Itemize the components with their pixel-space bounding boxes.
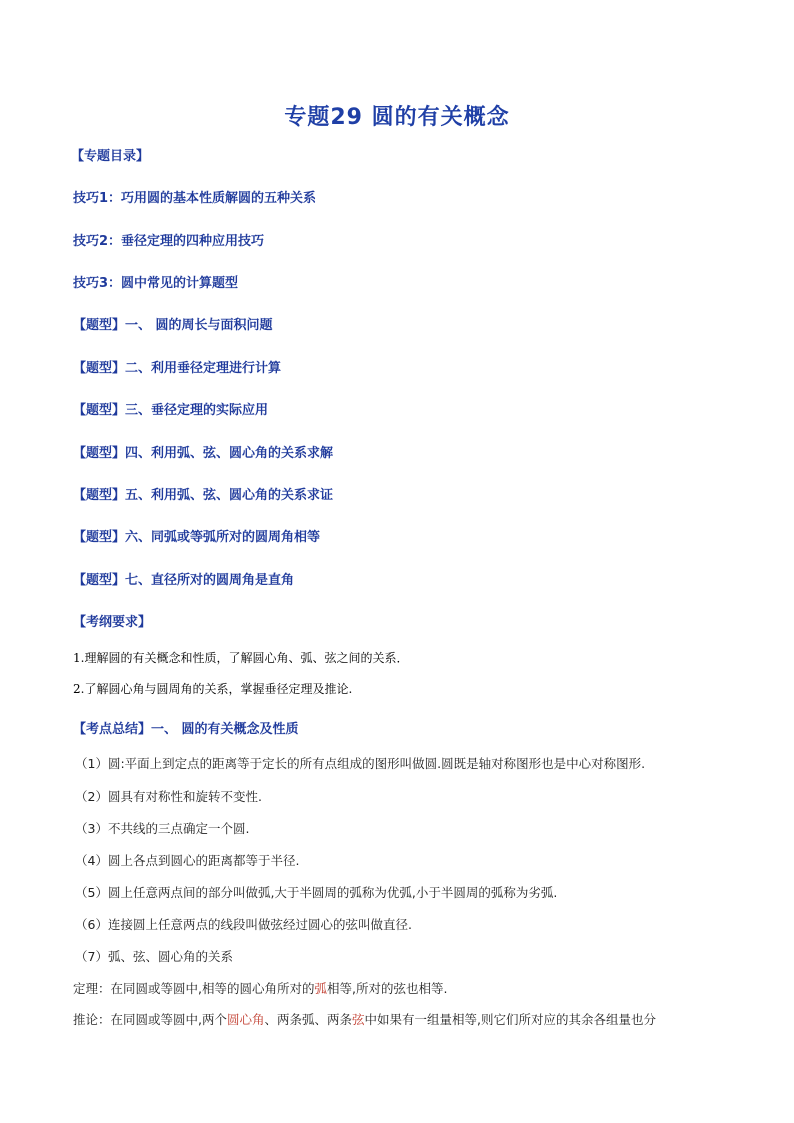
highlight-arc: 弧 xyxy=(314,981,327,996)
toc-item: 技巧1：巧用圆的基本性质解圆的五种关系 xyxy=(73,191,317,206)
toc-item: 技巧2：垂径定理的四种应用技巧 xyxy=(73,234,265,249)
requirement-item: 1.理解圆的有关概念和性质，了解圆心角、弧、弦之间的关系． xyxy=(73,651,409,665)
theorem-text: 相等,所对的弦也相等. xyxy=(327,981,448,996)
toc-item: 【题型】二、利用垂径定理进行计算 xyxy=(73,361,282,376)
theorem-line xyxy=(73,979,447,997)
corollary-text: 中如果有一组量相等,则它们所对应的其余各组量也分 xyxy=(364,1012,657,1027)
requirements-header: 【考纲要求】 xyxy=(73,615,152,630)
toc-header: 【专题目录】 xyxy=(71,149,150,164)
summary-item: （3）不共线的三点确定一个圆. xyxy=(75,821,250,836)
toc-item: 【题型】五、利用弧、弦、圆心角的关系求证 xyxy=(73,488,334,503)
highlight-central-angle: 圆心角 xyxy=(226,1012,265,1027)
summary-item: （6）连接圆上任意两点的线段叫做弦经过圆心的弦叫做直径. xyxy=(75,917,412,932)
summary-header: 【考点总结】一、 圆的有关概念及性质 xyxy=(73,722,299,737)
summary-item: （2）圆具有对称性和旋转不变性. xyxy=(75,789,262,804)
summary-item: （7）弧、弦、圆心角的关系 xyxy=(75,949,233,964)
toc-item: 【题型】四、利用弧、弦、圆心角的关系求解 xyxy=(73,446,334,461)
toc-item: 【题型】七、直径所对的圆周角是直角 xyxy=(73,573,295,588)
page-title: 专题29 圆的有关概念 xyxy=(284,105,510,130)
theorem-text: 定理：在同圆或等圆中,相等的圆心角所对的 xyxy=(73,981,315,996)
requirement-item: 2.了解圆心角与圆周角的关系，掌握垂径定理及推论. xyxy=(73,682,353,696)
summary-item: （1）圆:平面上到定点的距离等于定长的所有点组成的图形叫做圆.圆既是轴对称图形也是中心对称图形. xyxy=(75,756,646,771)
summary-item: （5）圆上任意两点间的部分叫做弧,大于半圆周的弧称为优弧,小于半圆周的弧称为劣弧. xyxy=(75,885,558,900)
toc-item: 技巧3：圆中常见的计算题型 xyxy=(73,276,239,291)
corollary-text: 推论：在同圆或等圆中,两个 xyxy=(73,1012,227,1027)
highlight-chord: 弦 xyxy=(352,1012,365,1027)
summary-item: （4）圆上各点到圆心的距离都等于半径. xyxy=(75,853,300,868)
toc-item: 【题型】一、 圆的周长与面积问题 xyxy=(73,318,273,333)
corollary-line xyxy=(73,1010,656,1028)
toc-item: 【题型】三、垂径定理的实际应用 xyxy=(73,403,269,418)
corollary-text: 、两条弧、两条 xyxy=(264,1012,353,1027)
toc-item: 【题型】六、同弧或等弧所对的圆周角相等 xyxy=(73,530,321,545)
